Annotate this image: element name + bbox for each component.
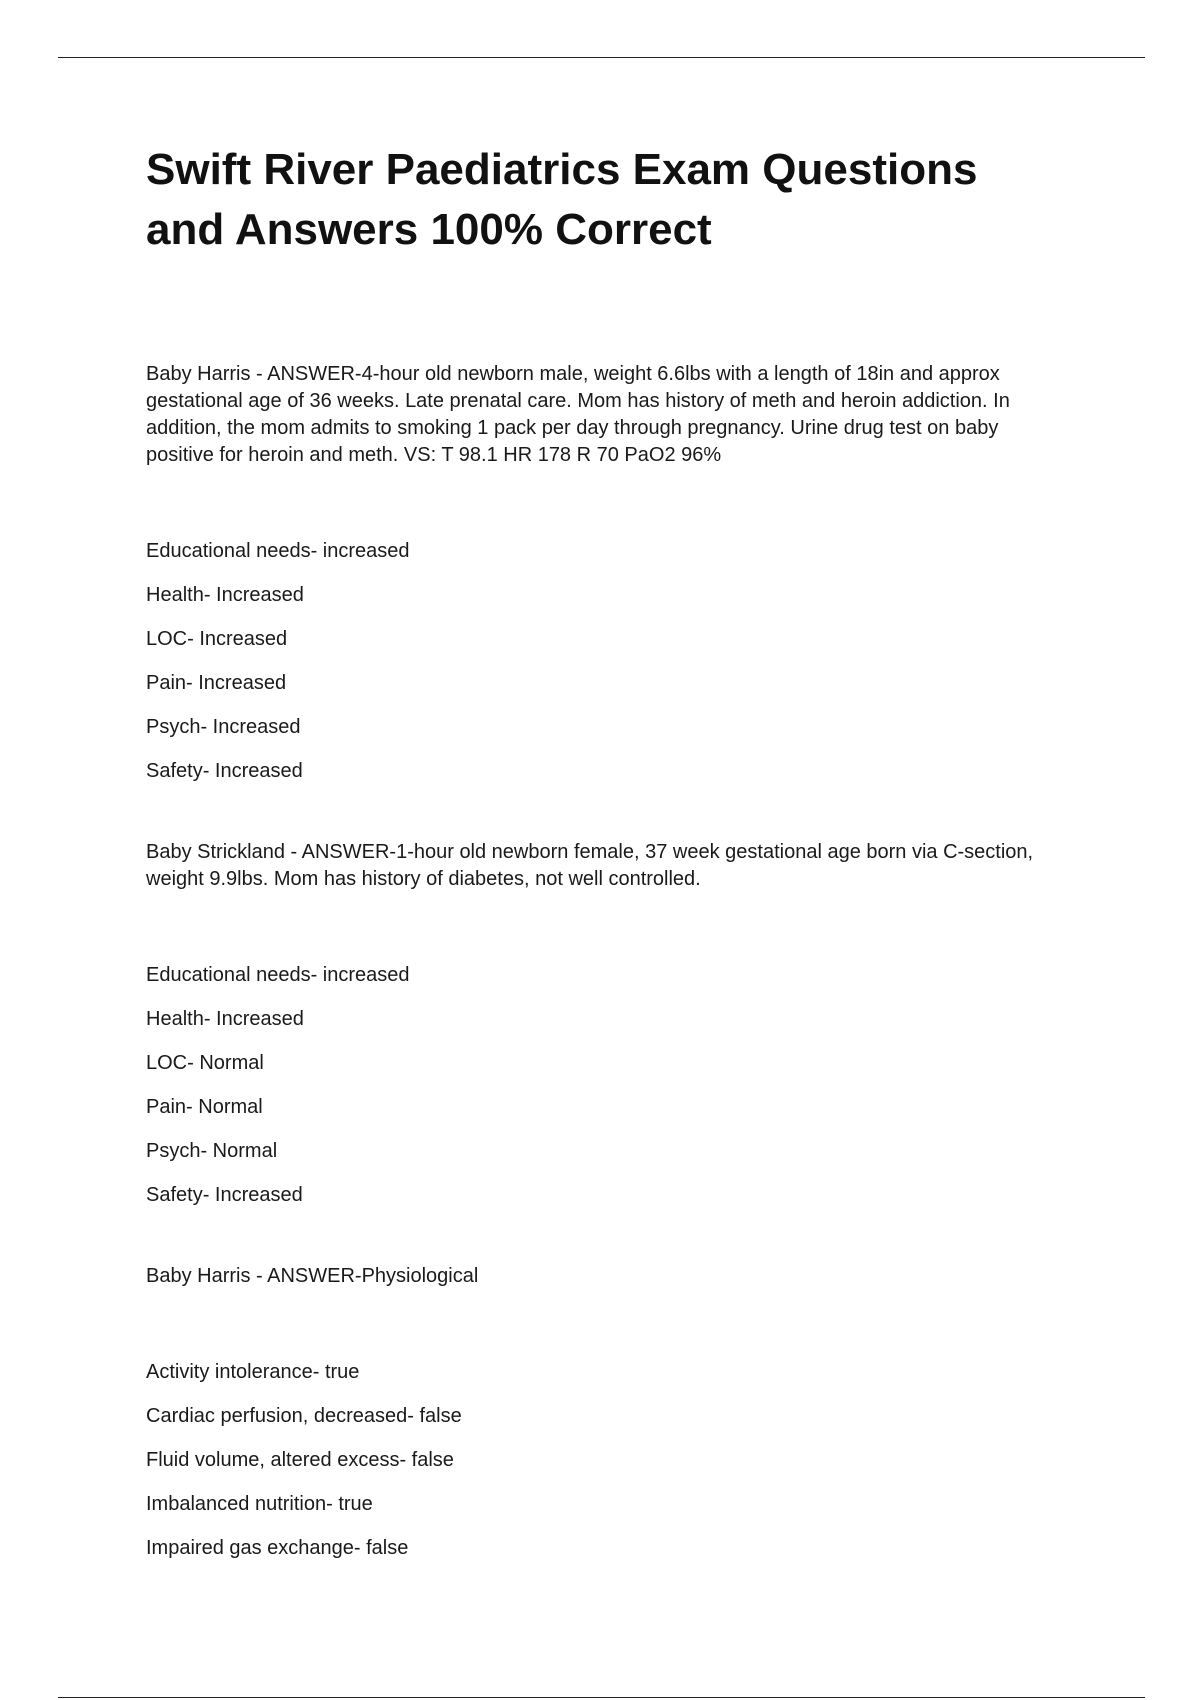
list-item: Activity intolerance- true — [146, 1361, 360, 1383]
list-item: LOC- Increased — [146, 628, 288, 650]
list-item: Imbalanced nutrition- true — [146, 1493, 373, 1515]
answer-list — [146, 538, 1066, 802]
question-paragraph: Baby Harris - ANSWER-Physiological — [146, 1265, 479, 1287]
list-item: Pain- Increased — [146, 672, 287, 694]
list-item: Psych- Normal — [146, 1140, 278, 1162]
answer-list — [146, 1359, 1066, 1579]
list-item: Educational needs- increased — [146, 540, 410, 562]
list-item: Psych- Increased — [146, 716, 301, 738]
list-item: Safety- Increased — [146, 760, 303, 782]
answer-list — [146, 962, 1066, 1226]
document-title: Swift River Paediatrics Exam Questions and Answers 100% Correct — [146, 145, 978, 254]
list-item: Cardiac perfusion, decreased- false — [146, 1405, 462, 1427]
list-item: Health- Increased — [146, 584, 304, 606]
document-body — [146, 140, 1066, 1579]
question-paragraph: Baby Harris - ANSWER-4-hour old newborn male, weight 6.6lbs with a length of 18in and approx gestational age of 36 weeks. Late prenatal care. Mom has history of meth and heroin addiction. In addition, the mom admits to smoking 1 pack per day through pregnancy. Urine drug test on baby positive for heroin and meth. VS: T 98.1 HR 178 R 70 PaO2 96% — [146, 363, 1010, 466]
list-item: Health- Increased — [146, 1008, 304, 1030]
list-item: Impaired gas exchange- false — [146, 1537, 409, 1559]
question-paragraph: Baby Strickland - ANSWER-1-hour old newborn female, 37 week gestational age born via C-section, weight 9.9lbs. Mom has history of diabetes, not well controlled. — [146, 841, 1034, 890]
list-item: Pain- Normal — [146, 1096, 263, 1118]
bottom-rule — [58, 1697, 1145, 1698]
list-item: Fluid volume, altered excess- false — [146, 1449, 454, 1471]
list-item: Educational needs- increased — [146, 964, 410, 986]
top-rule — [58, 57, 1145, 58]
list-item: Safety- Increased — [146, 1184, 303, 1206]
list-item: LOC- Normal — [146, 1052, 264, 1074]
